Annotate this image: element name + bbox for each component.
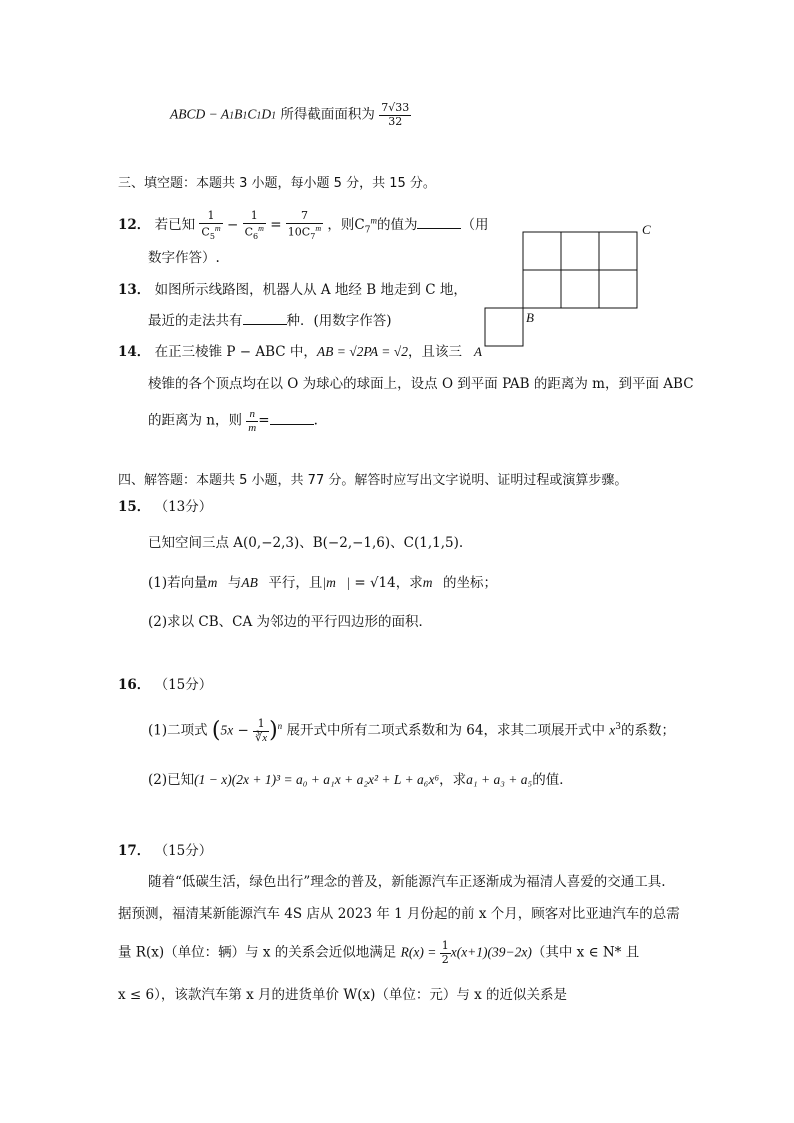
q16-part2: (2)已知(1 − x)(2x + 1)³ = a₀ + a₁x + a₂x² + L + a₆x⁶，求a₁ + a₃ + a₅的值． <box>148 772 573 788</box>
grid-cell <box>599 232 637 270</box>
grid-cell <box>523 270 561 308</box>
route-grid-figure <box>470 222 670 362</box>
grid-cell <box>523 232 561 270</box>
grid-cell <box>561 232 599 270</box>
q17-line2: 据预测，福清某新能源汽车 4S 店从 2023 年 1 月份起的前 x 个月，顾客对比亚迪汽车的总需 <box>118 906 680 922</box>
q12-line2: 数字作答）. <box>148 250 220 266</box>
prism-name: ABCD − A <box>170 106 230 122</box>
q15-part1: (1)若向量m⃗与AB⃗平行，且|m⃗| = √14，求m⃗的坐标； <box>148 575 497 591</box>
grid-cell <box>599 270 637 308</box>
q12-answer-blank[interactable] <box>417 216 461 229</box>
q13-answer-blank[interactable] <box>243 312 287 325</box>
grid-cell <box>561 270 599 308</box>
q15-number: 15． <box>118 499 151 515</box>
q14-line2: 棱锥的各个顶点均在以 O 为球心的球面上，设点 O 到平面 PAB 的距离为 m，到平面 ABC <box>148 376 694 392</box>
q13-line1: 13． 如图所示线路图，机器人从 A 地经 B 地走到 C 地， <box>118 282 467 298</box>
section4-heading: 四、解答题：本题共 5 小题，共 77 分。解答时应写出文字说明、证明过程或演算步骤。 <box>118 473 628 488</box>
q16-part1: (1)二项式 (5x − $\frac{1}{∛x}$ )$^n$ 展开式中所有二项式系数和为 64，求其二项展开式中 $x^3$的系数； <box>148 717 675 744</box>
point-c-label: C <box>642 222 651 237</box>
q12-frac-1: $\frac{1}{C_5^m}$ <box>201 209 221 241</box>
q15-header: 15． （13分） <box>118 499 213 515</box>
q17-line3: 量 R(x)（单位：辆）与 x 的关系会近似地满足 R(x) = $\frac{1}{2}$ x(x+1)(39−2x)（其中 x ∈ N* 且 <box>118 939 640 966</box>
q13-line2: 最近的走法共有 种．(用数字作答) <box>148 313 392 329</box>
q12-frac-2: $\frac{1}{C_6^m}$ <box>244 209 264 241</box>
area-fraction: $\frac{7√33}{32}$ <box>381 101 410 128</box>
top-text: 所得截面面积为 <box>280 106 375 123</box>
q17-number: 17． <box>118 843 151 859</box>
point-b-label: B <box>526 310 534 325</box>
q16-frac: $\frac{1}{∛x}$ <box>255 717 268 744</box>
q14-number: 14． <box>118 344 151 360</box>
q12-frac-3: $\frac{7}{10C_7^m}$ <box>287 209 322 241</box>
q17-line1: 随着“低碳生活，绿色出行”理念的普及，新能源汽车正逐渐成为福清人喜爱的交通工具. <box>148 874 666 890</box>
q14-fraction: $\frac{n}{m}$ <box>248 408 257 434</box>
q12-number: 12． <box>118 216 151 233</box>
q17-half-frac: $\frac{1}{2}$ <box>441 939 449 966</box>
q17-line4: x ≤ 6），该款汽车第 x 月的进货单价 W(x)（单位：元）与 x 的近似关系是 <box>118 987 568 1003</box>
q12-line1: 12． 若已知 $\frac{1}{C_5^m}$ − $\frac{1}{C_6^m}$ = $\frac{7}{10C_7^m}$ ，则$C_7^m$的值为 （用 <box>118 209 489 241</box>
q16-header: 16． （15分） <box>118 677 213 693</box>
q17-header: 17． （15分） <box>118 843 213 859</box>
section3-heading: 三、填空题：本题共 3 小题，每小题 5 分，共 15 分。 <box>118 176 436 191</box>
top-line: ABCD − A1B1C1D1 所得截面面积为 $\frac{7√33}{32}$ <box>170 101 410 128</box>
q15-part2: (2)求以 CB、CA 为邻边的平行四边形的面积． <box>148 614 433 630</box>
point-a-label: A <box>474 344 482 359</box>
q14-answer-blank[interactable] <box>270 412 314 425</box>
q15-stem: 已知空间三点 A(0,−2,3)、B(−2,−1,6)、C(1,1,5). <box>148 535 464 551</box>
q14-line3: 的距离为 n，则 $\frac{n}{m}$ = . <box>148 408 318 434</box>
grid-cell <box>485 308 523 346</box>
q16-number: 16． <box>118 677 151 693</box>
q13-number: 13． <box>118 282 151 298</box>
q14-line1: 14． 在正三棱锥 P − ABC 中，AB = √2PA = √2，且该三 <box>118 344 462 360</box>
